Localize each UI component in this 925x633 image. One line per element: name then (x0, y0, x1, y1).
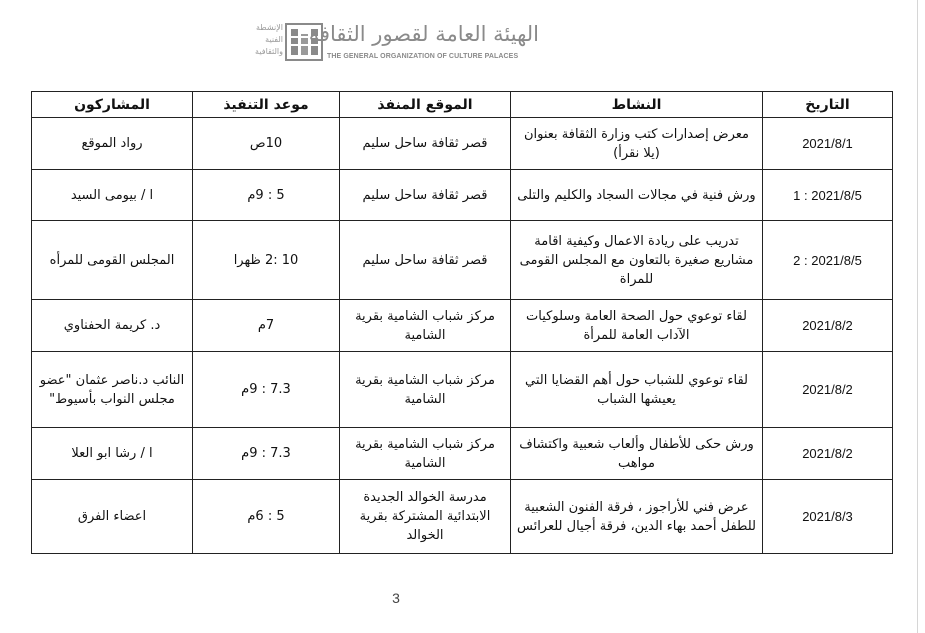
cell-date: 2021/8/2 (763, 352, 893, 428)
logo-side-line: الإنشطة (256, 23, 283, 32)
page-edge-divider (917, 0, 918, 633)
cell-location: قصر ثقافة ساحل سليم (340, 170, 511, 221)
cell-location: مدرسة الخوالد الجديدة الابتدائية المشتركة بقرية الخوالد (340, 480, 511, 554)
cell-participants: د. كريمة الحفناوي (32, 300, 193, 352)
activities-table (31, 91, 893, 554)
cell-time: 10 :2 ظهرا (193, 221, 340, 300)
logo-side-line: والثقافية (255, 47, 283, 56)
table-row (32, 428, 893, 480)
cell-date: 2021/8/2 (763, 428, 893, 480)
cell-time: 7م (193, 300, 340, 352)
cell-location: قصر ثقافة ساحل سليم (340, 118, 511, 170)
cell-activity: ورش حكى للأطفال وألعاب شعبية واكتشاف مواهب (511, 428, 763, 480)
cell-participants: ا / بيومى السيد (32, 170, 193, 221)
cell-participants: ا / رشا ابو العلا (32, 428, 193, 480)
cell-date: 2021/8/5 : 1 (763, 170, 893, 221)
cell-date: 2021/8/5 : 2 (763, 221, 893, 300)
header-location: الموقع المنفذ (340, 92, 511, 118)
org-name-arabic: الهيئة العامة لقصور الثقافة (308, 22, 539, 46)
cell-participants: المجلس القومى للمرأه (32, 221, 193, 300)
logo-side-text (243, 22, 283, 60)
header-participants: المشاركون (32, 92, 193, 118)
cell-time: 5 : 9م (193, 170, 340, 221)
cell-activity: ورش فنية في مجالات السجاد والكليم والتلى (511, 170, 763, 221)
cell-location: مركز شباب الشامية بقرية الشامية (340, 352, 511, 428)
table-row (32, 300, 893, 352)
header-time: موعد التنفيذ (193, 92, 340, 118)
cell-time: 10ص (193, 118, 340, 170)
logo-side-line: الفنية (265, 35, 283, 44)
cell-activity: تدريب على ريادة الاعمال وكيفية اقامة مشاريع صغيرة بالتعاون مع المجلس القومى للمراة (511, 221, 763, 300)
cell-participants: النائب د.ناصر عثمان "عضو مجلس النواب بأسيوط" (32, 352, 193, 428)
cell-date: 2021/8/1 (763, 118, 893, 170)
table-row (32, 118, 893, 170)
cell-activity: عرض فني للأراجوز ، فرقة الفنون الشعبية للطفل أحمد بهاء الدين، فرقة أجيال للعرائس (511, 480, 763, 554)
cell-location: مركز شباب الشامية بقرية الشامية (340, 428, 511, 480)
cell-activity: معرض إصدارات كتب وزارة الثقافة بعنوان (يلا نقرأ) (511, 118, 763, 170)
cell-location: قصر ثقافة ساحل سليم (340, 221, 511, 300)
header-date: التاريخ (763, 92, 893, 118)
org-logo (243, 18, 543, 64)
cell-participants: اعضاء الفرق (32, 480, 193, 554)
cell-location: مركز شباب الشامية بقرية الشامية (340, 300, 511, 352)
cell-date: 2021/8/3 (763, 480, 893, 554)
page-number: 3 (392, 590, 400, 606)
cell-time: 5 : 6م (193, 480, 340, 554)
cell-activity: لقاء توعوي للشباب حول أهم القضايا التي يعيشها الشباب (511, 352, 763, 428)
cell-activity: لقاء توعوي حول الصحة العامة وسلوكيات الآداب العامة للمرأة (511, 300, 763, 352)
org-name-english: THE GENERAL ORGANIZATION OF CULTURE PALACES (327, 53, 519, 60)
table-row (32, 352, 893, 428)
cell-time: 7.3 : 9م (193, 352, 340, 428)
table-row (32, 480, 893, 554)
cell-participants: رواد الموقع (32, 118, 193, 170)
cell-date: 2021/8/2 (763, 300, 893, 352)
table-row (32, 170, 893, 221)
cell-time: 7.3 : 9م (193, 428, 340, 480)
header-activity: النشاط (511, 92, 763, 118)
table-header-row (32, 92, 893, 118)
table-row (32, 221, 893, 300)
